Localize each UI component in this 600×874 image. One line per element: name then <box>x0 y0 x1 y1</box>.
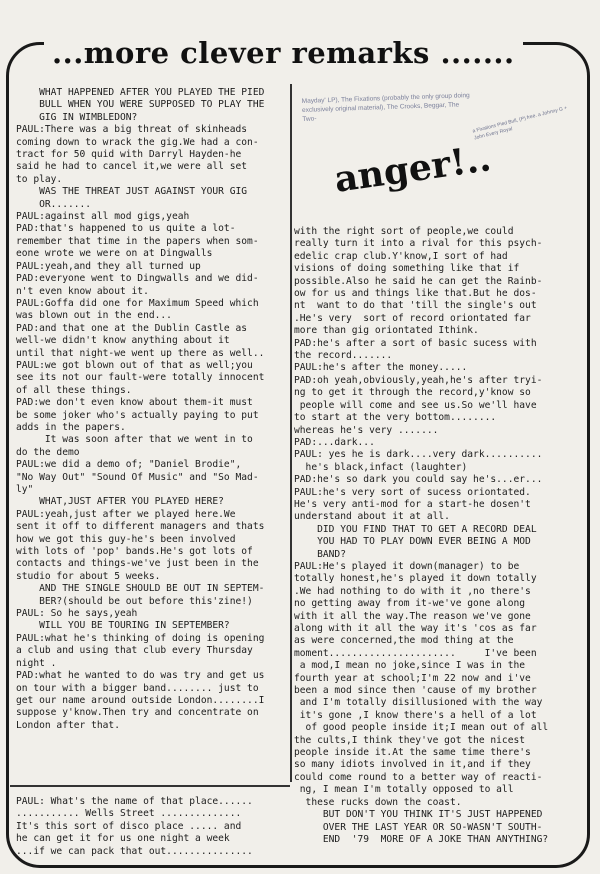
text-line: adds in the papers. <box>16 421 126 433</box>
text-line: PAUL:we got blown out of that as well;you <box>16 359 253 371</box>
text-line: could come round to a better way of reacti- <box>294 771 543 783</box>
text-line: It was soon after that we went in to <box>16 434 253 446</box>
text-line: eone wrote we were on at Dingwalls <box>16 248 213 260</box>
text-line: PAUL:he's very sort of sucess oriontated. <box>294 486 531 498</box>
text-line: WHAT,JUST AFTER YOU PLAYED HERE? <box>16 496 224 508</box>
text-line: BUT DON'T YOU THINK IT'S JUST HAPPENED <box>294 809 543 821</box>
text-line: edelic crap club.Y'know,I sort of had <box>294 250 508 262</box>
text-line: BAND? <box>294 548 346 560</box>
text-line: night . <box>16 657 57 669</box>
text-line: PAD:oh yeah,obviously,yeah,he's after tryi- <box>294 374 543 386</box>
text-line: these rucks down the coast. <box>294 796 462 808</box>
text-line: PAD:we don't even know about them-it must <box>16 397 253 409</box>
text-line: PAUL:yeah,just after we played here.We <box>16 508 236 520</box>
text-line: PAUL:He's played it down(manager) to be <box>294 560 520 572</box>
text-line: until that night-we went up there as well.. <box>16 347 265 359</box>
text-line: PAUL:Goffa did one for Maximum Speed which <box>16 297 259 309</box>
text-line: it's gone ,I know there's a hell of a lot <box>294 709 537 721</box>
interview-left-column <box>16 87 291 785</box>
text-line: the record....... <box>294 350 393 362</box>
text-line: suppose y'know.Then try and concentrate on <box>16 707 259 719</box>
section-divider <box>10 785 290 787</box>
text-line: PAUL:we did a demo of; "Daniel Brodie", <box>16 459 242 471</box>
text-line: said he had to cancel it,we were all set <box>16 161 248 173</box>
text-line: ...if we can pack that out............... <box>16 845 253 856</box>
text-line: the cults,I think they've got the nicest <box>294 734 526 746</box>
text-line: OR....... <box>16 198 92 210</box>
text-line: YOU HAD TO PLAY DOWN EVER BEING A MOD <box>294 536 531 548</box>
text-line: WHAT HAPPENED AFTER YOU PLAYED THE PIED <box>16 87 265 98</box>
text-line: .He's very sort of record oriontated far <box>294 312 531 324</box>
text-line: possible.Also he said he can get the Rainb- <box>294 275 543 287</box>
text-line: understand about it at all. <box>294 511 450 523</box>
text-line: PAD:that's happened to us quite a lot- <box>16 223 236 235</box>
text-line: PAUL: yes he is dark....very dark.......... <box>294 449 543 461</box>
text-line: get our name around outside London........I <box>16 694 265 706</box>
text-line: studio for about 5 weeks. <box>16 570 161 582</box>
interview-right-column <box>294 226 584 862</box>
text-line: how we got this guy-he's been involved <box>16 533 236 545</box>
text-line: more than gig oriontated Ithink. <box>294 325 479 337</box>
text-line: PAUL:he's after the money..... <box>294 362 468 374</box>
text-line: It's this sort of disco place ..... and <box>16 820 242 832</box>
text-line: ng, I mean I'm totally opposed to all <box>294 784 514 796</box>
text-line: see its not our fault-were totally innocent <box>16 372 265 384</box>
text-line: .We had nothing to do with it ,no there's <box>294 585 531 597</box>
text-line: and I'm totally disillusioned with the way <box>294 697 543 709</box>
text-line: people inside it.At the same time there's <box>294 747 531 759</box>
text-line: ........... Wells Street .............. <box>16 808 242 820</box>
text-line: PAD:what he wanted to do was try and get us <box>16 670 265 682</box>
text-line: to start at the very bottom........ <box>294 412 497 424</box>
text-line: of all these things. <box>16 384 132 396</box>
text-line: contacts and things-we've just been in the <box>16 558 259 570</box>
clipping-text: Mayday' LP), The Fixations (probably the only group doing exclusively original material), The Crooks, Beggar, The Two- <box>301 92 470 123</box>
text-line: PAD:...dark... <box>294 436 375 448</box>
text-line: WILL YOU BE TOURING IN SEPTEMBER? <box>16 620 230 632</box>
text-line: with it all the way.The reason we've gone <box>294 610 531 622</box>
anger-logo: anger!.. <box>331 137 494 201</box>
text-line: well-we didn't know anything about it <box>16 335 230 347</box>
text-line: ow for us and things like that.But he dos- <box>294 288 537 300</box>
text-line: on tour with a bigger band........ just to <box>16 682 259 694</box>
text-line: of good people inside it;I mean out of all <box>294 722 549 734</box>
text-line: along with it all the way it's 'cos as far <box>294 623 537 634</box>
text-line: to play. <box>16 173 63 185</box>
text-line: OVER THE LAST YEAR OR SO-WASN'T SOUTH- <box>294 821 543 833</box>
text-line: a club and using that club every Thursday <box>16 645 253 657</box>
text-line: PAUL:yeah,and they all turned up <box>16 260 201 272</box>
text-line: whereas he's very ....... <box>294 424 439 436</box>
text-line: no getting away from it-we've gone along <box>294 598 526 610</box>
text-line: with the right sort of people,we could <box>294 226 514 237</box>
text-line: PAUL:There was a big threat of skinheads <box>16 124 248 136</box>
interview-left-tail <box>16 796 291 856</box>
text-line: sent it off to different managers and thats <box>16 521 265 533</box>
clipping-tilted-text: a Fixations Pied Bull, (P) free. a Johnny G + John Every Royal <box>471 105 568 142</box>
text-line: PAUL: So he says,yeah <box>16 608 138 620</box>
text-line: with lots of 'pop' bands.He's got lots of <box>16 546 253 558</box>
text-line: fourth year at school;I'm 22 now and i've <box>294 672 531 684</box>
text-line: really turn it into a rival for this psych- <box>294 238 543 250</box>
text-line: "No Way Out" "Sound Of Music" and "So Mad- <box>16 471 259 483</box>
text-line: as were concerned,the mod thing at the <box>294 635 514 647</box>
press-clipping <box>296 88 581 226</box>
text-line: so many idiots involved in it,and if they <box>294 759 531 771</box>
text-line: be some joker who's actually paying to put <box>16 409 259 421</box>
text-line: END '79 MORE OF A JOKE THAN ANYTHING? <box>294 833 549 845</box>
text-line: he's black,infact (laughter) <box>294 461 468 473</box>
text-line: WAS THE THREAT JUST AGAINST YOUR GIG <box>16 186 248 198</box>
text-line: totally honest,he's played it down totally <box>294 573 537 585</box>
text-line: moment...................... I've been <box>294 647 537 659</box>
text-line: London after that. <box>16 719 120 731</box>
text-line: was blown out in the end... <box>16 310 172 322</box>
text-line: PAUL: What's the name of that place...... <box>16 796 253 807</box>
text-line: coming down to wrack the gig.We had a con- <box>16 136 259 148</box>
text-line: PAD:he's so dark you could say he's...er... <box>294 474 543 486</box>
text-line: AND THE SINGLE SHOULD BE OUT IN SEPTEM- <box>16 583 265 595</box>
page-heading: ...more clever remarks ....... <box>44 36 523 70</box>
text-line: do the demo <box>16 446 80 458</box>
text-line: nt want to do that 'till the single's out <box>294 300 537 312</box>
text-line: BER?(should be out before this'zine!) <box>16 595 253 607</box>
text-line: tract for 50 quid with Darryl Hayden-he <box>16 149 242 161</box>
text-line: PAUL:against all mod gigs,yeah <box>16 211 190 223</box>
text-line: PAD:everyone went to Dingwalls and we did- <box>16 273 259 285</box>
text-line: BULL WHEN YOU WERE SUPPOSED TO PLAY THE <box>16 99 265 111</box>
text-line: people will come and see us.So we'll have <box>294 399 537 411</box>
text-line: He's very anti-mod for a start-he dosen't <box>294 498 531 510</box>
text-line: GIG IN WIMBLEDON? <box>16 111 138 123</box>
text-line: remember that time in the papers when som- <box>16 235 259 247</box>
text-line: he can get it for us one night a week <box>16 833 230 845</box>
text-line: PAUL:what he's thinking of doing is opening <box>16 632 265 644</box>
text-line: n't even know about it. <box>16 285 149 297</box>
text-line: ly" <box>16 484 34 495</box>
text-line: been a mod since then 'cause of my brother <box>294 685 537 697</box>
text-line: PAD:he's after a sort of basic sucess with <box>294 337 537 349</box>
text-line: a mod,I mean no joke,since I was in the <box>294 660 526 672</box>
text-line: PAD:and that one at the Dublin Castle as <box>16 322 248 334</box>
text-line: ng to get it through the record,y'know so <box>294 387 531 399</box>
text-line: visions of doing something like that if <box>294 263 520 275</box>
text-line: DID YOU FIND THAT TO GET A RECORD DEAL <box>294 523 537 535</box>
